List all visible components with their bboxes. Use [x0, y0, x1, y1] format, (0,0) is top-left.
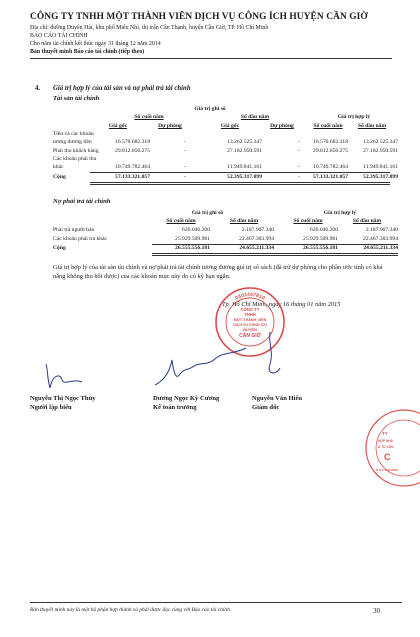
stamp-line2: TNHH	[244, 312, 256, 317]
liab-row-label: Các khoản phải trả khác	[53, 236, 108, 242]
section-number: 4.	[35, 85, 41, 92]
assets-cell: 27.182.950.591	[227, 148, 262, 154]
assets-cell: -	[298, 164, 300, 170]
liab-cell: 22.467.303.994	[239, 236, 274, 242]
assets-hdr-end-fair: Số cuối năm	[313, 123, 343, 129]
assets-subtotal-rule	[90, 172, 390, 173]
stamp-line5: HUYỆN	[242, 327, 258, 332]
assets-total-cell: 57.133.321.057	[313, 174, 348, 180]
liab-hdr-end: Số cuối năm	[166, 218, 196, 224]
signature-director	[250, 330, 290, 380]
signature-accountant	[150, 340, 250, 390]
assets-cell: 10.749.782.464	[115, 164, 150, 170]
liab-hdr-end-fair: Số cuối năm	[293, 218, 323, 224]
section-title: Giá trị hợp lý của tài sản và nợ phải trả tài chính	[53, 85, 191, 92]
liab-row-label: Phải trả người bán	[53, 227, 95, 233]
assets-title: Tài sản tài chính	[53, 95, 100, 102]
liab-total-cell: 24.655.211.334	[363, 245, 398, 251]
svg-text:0301447810	[234, 292, 265, 302]
assets-cell: -	[298, 148, 300, 154]
assets-cell: 29.812.856.275	[115, 148, 150, 154]
assets-hdr-cost-1: Giá gốc	[108, 123, 128, 129]
liabilities-title: Nợ phải trả tài chính	[53, 198, 111, 205]
stamp-line6: CẦN GIỜ	[239, 333, 261, 339]
assets-total-cell: 52.395.317.099	[227, 174, 262, 180]
footer-note: Bản thuyết minh này là một bộ phận hợp thành và phải được đọc cùng với Báo cáo tài chính.	[30, 607, 232, 613]
auditor-stamp-line4: C	[384, 452, 391, 462]
notes-title: Bản thuyết minh Báo cáo tài chính (tiếp theo)	[30, 49, 145, 55]
signer-3-name: Nguyễn Văn Hiếu	[252, 395, 303, 402]
assets-total-cell: -	[298, 174, 300, 180]
liab-cell: 25.929.509.981	[303, 236, 338, 242]
assets-hdr-fair: Giá trị hợp lý	[337, 114, 371, 120]
liab-total-cell: 26.555.556.181	[303, 245, 338, 251]
assets-total-cell: 52.395.317.099	[363, 174, 398, 180]
liab-total-label: Cộng	[53, 245, 66, 251]
assets-hdr-end: Số cuối năm	[134, 114, 164, 120]
report-title: BÁO CÁO TÀI CHÍNH	[30, 33, 88, 39]
assets-hdr-cost-2: Giá gốc	[220, 123, 240, 129]
assets-total-rule-1	[90, 182, 390, 183]
liab-hdr-begin-fair: Số đầu năm	[352, 218, 382, 224]
assets-row-label: Tiền và các khoản	[53, 131, 94, 137]
assets-cell: -	[184, 164, 186, 170]
assets-total-cell: -	[184, 174, 186, 180]
stamp-code: 0301447810	[234, 291, 266, 302]
assets-cell: 11.949.841.161	[227, 164, 262, 170]
company-address: Địa chỉ: đường Duyên Hải, khu phố Miễu Nhì, thị trấn Cần Thạnh, huyện Cần Giờ, TP. Hồ Chí Minh	[30, 25, 269, 31]
auditor-stamp-line2: HỢP NHA	[378, 439, 393, 443]
assets-hdr-begin: Số đầu năm	[240, 114, 270, 120]
assets-hdr-prov-1: Dự phòng	[158, 123, 182, 129]
assets-row-label: khác	[53, 164, 64, 170]
assets-row-label: Phải thu khách hàng	[53, 148, 99, 154]
signer-2-role: Kế toán trưởng	[153, 404, 197, 411]
auditor-stamp-line1: TY	[382, 431, 388, 436]
assets-cell: 27.182.950.591	[363, 148, 398, 154]
assets-cell: 13.262.525.347	[227, 139, 262, 145]
liab-cell: 2.187.907.340	[241, 227, 274, 233]
auditor-stamp	[362, 405, 420, 491]
liab-cell: 25.929.509.981	[175, 236, 210, 242]
liab-total-cell: 24.655.211.334	[239, 245, 274, 251]
assets-cell: -	[184, 148, 186, 154]
assets-total-cell: 57.133.321.057	[115, 174, 150, 180]
report-period: Cho năm tài chính kết thúc ngày 31 tháng 12 năm 2014	[30, 41, 161, 47]
company-name: CÔNG TY TNHH MỘT THÀNH VIÊN DỊCH VỤ CÔNG ÍCH HUYỆN CẦN GIỜ	[30, 12, 368, 22]
stamp-line3: MỘT THÀNH VIÊN	[233, 318, 267, 322]
liab-cell: 626.046.200	[182, 227, 210, 233]
auditor-stamp-line5: Ố HỒ CHÍ MINH	[376, 468, 399, 472]
assets-row-label: Các khoản phải thu	[53, 156, 97, 162]
page-number: 30	[373, 607, 380, 615]
header-rule	[30, 58, 392, 59]
signer-1-name: Nguyễn Thị Ngọc Thủy	[30, 395, 96, 402]
signer-1-role: Người lập biểu	[30, 404, 72, 411]
liab-cell: 2.187.907.340	[365, 227, 398, 233]
footer-rule	[30, 602, 402, 603]
liab-hdr-begin: Số đầu năm	[229, 218, 259, 224]
assets-cell: 11.949.841.161	[363, 164, 398, 170]
liab-hdr-book: Giá trị ghi sổ	[191, 210, 224, 216]
signer-3-role: Giám đốc	[252, 404, 280, 411]
assets-total-rule-2	[90, 184, 390, 185]
assets-cell: 16.570.682.318	[313, 139, 348, 145]
liab-total-cell: 26.555.556.181	[175, 245, 210, 251]
liab-total-rule-2	[152, 255, 398, 256]
stamp-line1: CÔNG TY	[240, 307, 260, 312]
assets-row-label: tương đương tiền	[53, 139, 92, 145]
date-line: Tp. Hồ Chí Minh, ngày 16 tháng 01 năm 2015	[222, 301, 341, 308]
assets-cell: 13.262.525.347	[363, 139, 398, 145]
liab-total-rule-1	[152, 253, 398, 254]
assets-cell: 29.812.856.275	[313, 148, 348, 154]
assets-cell: 16.570.682.318	[115, 139, 150, 145]
assets-cell: 10.749.782.464	[313, 164, 348, 170]
assets-cell: -	[184, 139, 186, 145]
liab-hdr-fair: Giá trị hợp lý	[323, 210, 357, 216]
stamp-line4: DỊCH VỤ CÔNG ÍCH	[233, 323, 267, 327]
liab-cell: 22.467.303.994	[363, 236, 398, 242]
signer-2-name: Dương Ngọc Kỳ Cương	[153, 395, 220, 402]
auditor-stamp-line3: À TƯ VẤN	[378, 445, 394, 449]
signature-preparer	[38, 362, 93, 392]
assets-total-label: Cộng	[53, 174, 66, 180]
assets-hdr-prov-2: Dự phòng	[270, 123, 294, 129]
assets-hdr-begin-fair: Số đầu năm	[357, 123, 387, 129]
fair-value-paragraph: Giá trị hợp lý của tài sản tài chính và nợ phải trả tài chính tương đương giá trị sổ sách (đã trừ dự phòng cho phần ước tính có khả năng không thu hồi được) của các khoản mục này do có kỳ hạn ngắn.	[53, 264, 383, 280]
assets-cell: -	[298, 139, 300, 145]
liab-cell: 626.046.200	[310, 227, 338, 233]
assets-hdr-book: Giá trị ghi sổ	[194, 106, 226, 112]
